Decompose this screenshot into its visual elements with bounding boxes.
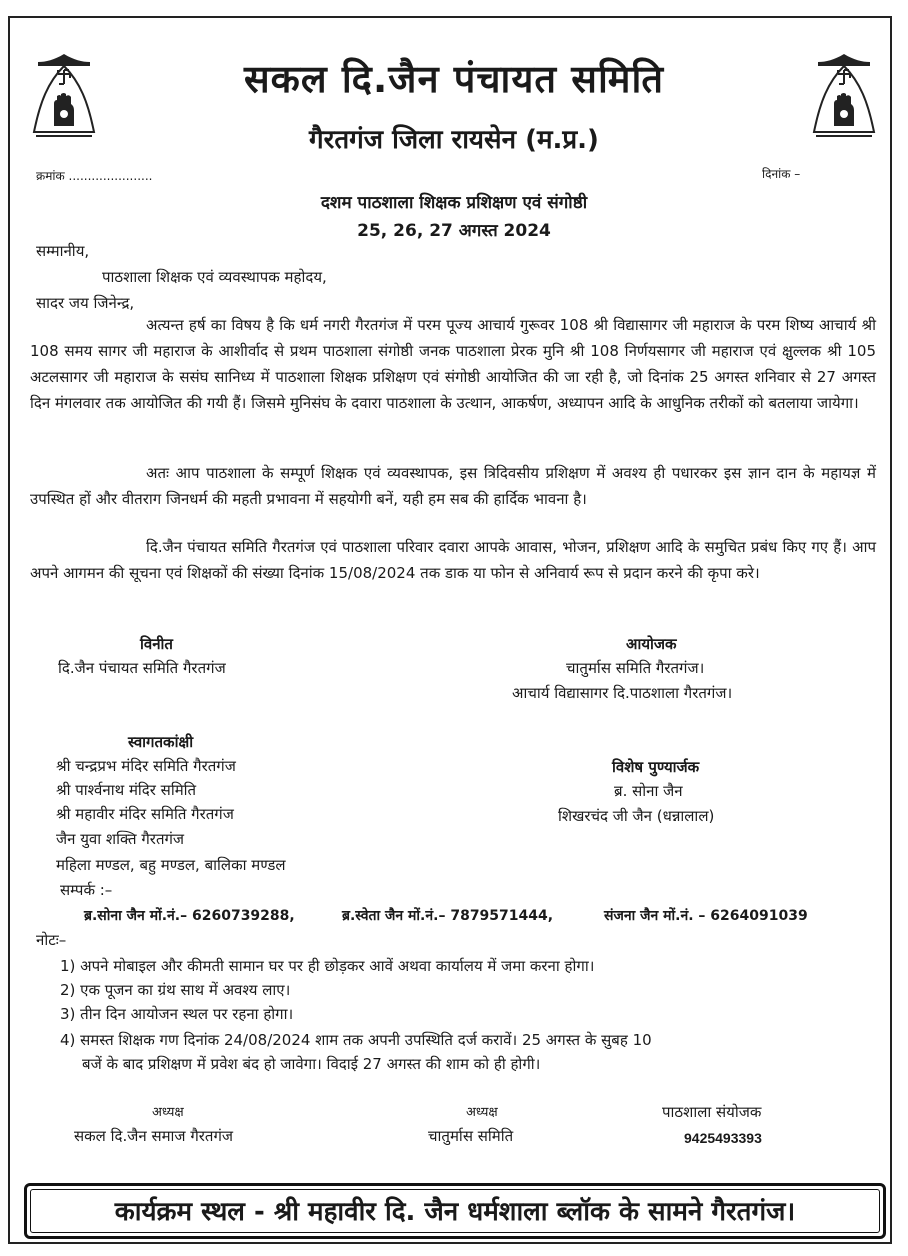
salutation-line1: सम्मानीय, (36, 242, 90, 260)
note-item: 3) तीन दिन आयोजन स्थल पर रहना होगा। (60, 1005, 294, 1023)
punyarjak-line1: ब्र. सोना जैन (614, 782, 683, 800)
contact-sanjana: संजना जैन मों.नं. – 6264091039 (604, 908, 808, 924)
signature-3-phone: 9425493393 (684, 1130, 762, 1146)
event-dates: 25, 26, 27 अगस्त 2024 (357, 221, 551, 241)
signature-1-name: सकल दि.जैन समाज गैरतगंज (74, 1127, 234, 1145)
vineet-label: विनीत (140, 635, 173, 653)
note-item: 2) एक पूजन का ग्रंथ साथ में अवश्य लाए। (60, 981, 291, 999)
salutation-line2: पाठशाला शिक्षक एवं व्यवस्थापक महोदय, (102, 268, 327, 286)
swagat-item: श्री पार्श्वनाथ मंदिर समिति (56, 781, 197, 799)
aayojak-line1: चातुर्मास समिति गैरतगंज। (566, 659, 705, 677)
swagat-label: स्वागतकांक्षी (128, 733, 194, 751)
vineet-name: दि.जैन पंचायत समिति गैरतगंज (58, 659, 226, 677)
aayojak-line2: आचार्य विद्यासागर दि.पाठशाला गैरतगंज। (512, 684, 733, 702)
note-item: 1) अपने मोबाइल और कीमती सामान घर पर ही छोड़कर आवें अथवा कार्यालय में जमा करना होगा। (60, 957, 595, 975)
venue-text: कार्यक्रम स्थल - श्री महावीर दि. जैन धर्मशाला ब्लॉक के सामने गैरतगंज। (30, 1189, 880, 1233)
contact-sweta: ब्र.स्वेता जैन मों.नं.– 7879571444, (342, 908, 554, 924)
note-item-continued: बजें के बाद प्रशिक्षण में प्रवेश बंद हो जावेगा। विदाई 27 अगस्त की शाम को ही होगी। (82, 1055, 541, 1073)
venue-box (24, 1183, 886, 1239)
organization-location: गैरतगंज जिला रायसेन (म.प्र.) (309, 125, 599, 155)
note-item: 4) समस्त शिक्षक गण दिनांक 24/08/2024 शाम तक अपनी उपस्थिति दर्ज करावें। 25 अगस्त के सुबह 10 (60, 1031, 652, 1049)
punyarjak-line2: शिखरचंद जी जैन (धन्नालाल) (558, 807, 715, 825)
body-paragraph-1: अत्यन्त हर्ष का विषय है कि धर्म नगरी गैरतगंज में परम पूज्य आचार्य गुरूवर 108 श्री विद्यासागर जी महाराज के परम शिष्य आचार्य श्री 108 समय सागर जी महाराज के आशीर्वाद से प्रथम पाठशाला संगोष्ठी जनक पाठशाला प्रेरक मुनि श्री 108 निर्णयसागर जी महाराज एवं क्षुल्लक श्री 105 अटलसागर जी महाराज के ससंघ सानिध्य में पाठशाला शिक्षक प्रशिक्षण एवं संगोष्ठी आयोजित की जा रही है, जो दिनांक 25 अगस्त शनिवार से 27 अगस्त दिन मंगलवार तक आयोजित की गयी हैं। जिसमे मुनिसंघ के दवारा पाठशाला के उत्थान, आकर्षण, अध्यापन आदि के आधुनिक तरीकों को बतलाया जायेगा। (30, 316, 876, 412)
event-name: दशम पाठशाला शिक्षक प्रशिक्षण एवं संगोष्ठी (320, 193, 588, 213)
aayojak-label: आयोजक (626, 635, 677, 653)
salutation-line3: सादर जय जिनेन्द्र, (36, 294, 135, 312)
organization-title: सकल दि.जैन पंचायत समिति (243, 57, 665, 101)
contact-label: सम्पर्क :– (60, 881, 113, 899)
notes-label: नोटः– (36, 931, 67, 949)
swagat-item: श्री महावीर मंदिर समिति गैरतगंज (56, 805, 234, 823)
date-field: दिनांक – (762, 167, 801, 181)
contact-sona: ब्र.सोना जैन मों.नं.– 6260739288, (84, 908, 295, 924)
swagat-item: श्री चन्द्रप्रभ मंदिर समिति गैरतगंज (56, 757, 236, 775)
signature-2-name: चातुर्मास समिति (428, 1127, 514, 1145)
punyarjak-label: विशेष पुण्यार्जक (612, 758, 700, 776)
signature-3-label: पाठशाला संयोजक (662, 1103, 762, 1121)
reference-number: क्रमांक ...................... (36, 169, 153, 183)
swagat-item: महिला मण्डल, बहु मण्डल, बालिका मण्डल (56, 856, 286, 874)
body-paragraph-3: दि.जैन पंचायत समिति गैरतगंज एवं पाठशाला परिवार दवारा आपके आवास, भोजन, प्रशिक्षण आदि के समुचित प्रबंध किए गए हैं। आप अपने आगमन की सूचना एवं शिक्षकों की संख्या दिनांक 15/08/2024 तक डाक या फोन से अनिवार्य रूप से प्रदान करने की कृपा करे। (30, 538, 876, 582)
swagat-item: जैन युवा शक्ति गैरतगंज (56, 830, 185, 848)
signature-2-label: अध्यक्ष (466, 1105, 498, 1120)
body-paragraph-2: अतः आप पाठशाला के सम्पूर्ण शिक्षक एवं व्यवस्थापक, इस त्रिदिवसीय प्रशिक्षण में अवश्य ही पधारकर इस ज्ञान दान के महायज्ञ में उपस्थित हों और वीतराग जिनधर्म की महती प्रभावना में सहयोगी बनें, यही हम सब की हार्दिक भावना है। (30, 464, 876, 508)
signature-1-label: अध्यक्ष (152, 1105, 184, 1120)
